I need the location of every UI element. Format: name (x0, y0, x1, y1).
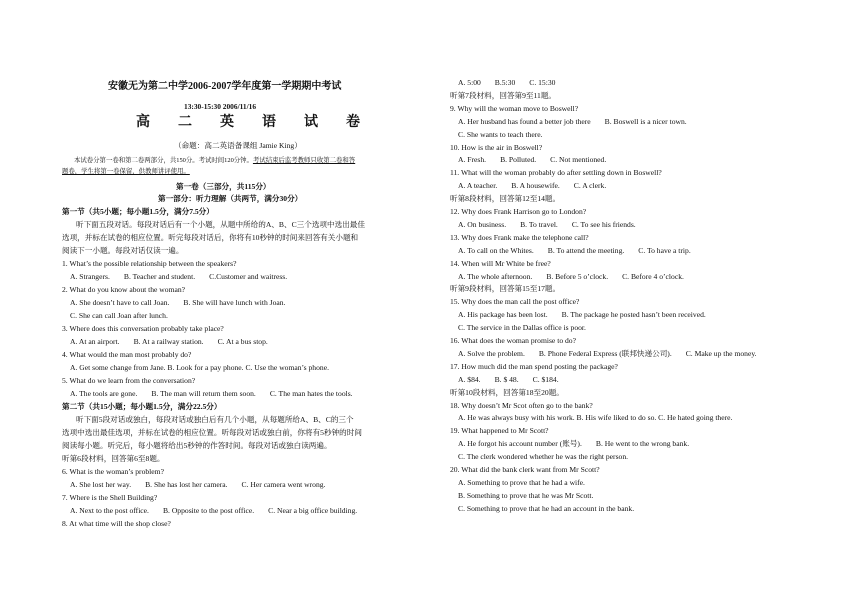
answer-option: B. She has lost her camera. (145, 480, 228, 489)
answer-option: B. Opposite to the post office. (162, 506, 255, 515)
answer-option: B. Before 5 o’clock. (546, 271, 609, 281)
answer-option: C. To have a trip. (638, 245, 691, 255)
question-text: 16. What does the woman promise to do? (450, 336, 576, 345)
answer-option: C. She can call Joan after lunch. (70, 311, 168, 320)
answer-options (450, 349, 771, 359)
answer-option: B. Boswell is a nicer town. (604, 116, 687, 126)
question-text: 8. At what time will the shop close? (62, 519, 171, 528)
question-text: 2. What do you know about the woman? (62, 285, 186, 294)
answer-option: A. A teacher. (458, 181, 498, 191)
answer-option: A. Solve the problem. (458, 348, 525, 358)
question-text: 4. What would the man most probably do? (62, 350, 192, 359)
answer-options (450, 491, 607, 501)
answer-option: A. Fresh. (458, 155, 487, 165)
answer-options (62, 363, 343, 373)
question-text: 11. What will the woman probably do after settling down in Boswell? (450, 168, 662, 178)
answer-options (450, 181, 620, 191)
answer-options (450, 220, 650, 230)
answer-option: A. He was always busy with his work. B. His wife liked to do so. C. He hated going there. (458, 413, 733, 423)
answer-option: A. Her husband has found a better job there (458, 116, 591, 126)
answer-options (450, 78, 569, 88)
question-text: 13. Why does Frank make the telephone call? (450, 232, 589, 242)
answer-options (450, 504, 648, 514)
answer-options (450, 130, 557, 140)
answer-options (62, 506, 371, 516)
section1-instruction: 阅读下一小题。每段对话仅读一遍。 (62, 246, 184, 255)
answer-option: C. Make up the money. (685, 348, 757, 358)
answer-option: B. $ 48. (494, 374, 519, 384)
question-text: 17. How much did the man spend posting the package? (450, 361, 618, 371)
question-text: 14. When will Mr White be free? (450, 258, 551, 268)
answer-option: B. Something to prove that he was Mr Scott. (458, 490, 594, 500)
answer-option: C. At a bus stop. (217, 337, 268, 346)
answer-option: A. On business. (458, 219, 507, 229)
question-text: 18. Why doesn’t Mr Scot often go to the bank? (450, 400, 593, 410)
answer-option: B. At a railway station. (133, 337, 204, 346)
answer-option: C. A clerk. (573, 181, 607, 191)
subject-title: 高二英语试卷 (136, 115, 388, 130)
answer-options (450, 117, 701, 127)
answer-option: C. Her camera went wrong. (241, 480, 326, 489)
part-title: 第一部分：听力理解（共两节，满分30分） (158, 194, 303, 203)
material-label: 听第6段材料，回答第6至8题。 (62, 454, 165, 463)
question-text: 12. Why does Frank Harrison go to London? (450, 207, 587, 216)
answer-option: A. Strangers. (70, 272, 110, 281)
section1-instruction: 选项，并标在试卷的相应位置。听完每段对话后，你将有10秒钟的时间来回答有关小题和 (62, 233, 359, 242)
exam-note-line2: 题卷，学生将第一卷保留，供教师讲评使用。 (62, 168, 190, 175)
answer-option: A. $84. (458, 374, 481, 384)
answer-option: A. At an airport. (70, 337, 120, 346)
answer-option: C.Customer and waitress. (209, 272, 288, 281)
answer-option: C. The clerk wondered whether he was the right person. (458, 452, 629, 462)
question-text: 听第9段材料，回答第15至17题。 (450, 284, 561, 294)
answer-options (62, 298, 300, 308)
answer-option: C. $184. (532, 374, 559, 384)
answer-option: C. Before 4 o’clock. (622, 271, 684, 281)
answer-option: A. To call on the Whites. (458, 245, 534, 255)
answer-option: A. She doesn’t have to call Joan. (70, 298, 170, 307)
answer-option: B. The package he posted hasn’t been received. (561, 310, 706, 320)
question-text: 听第7段材料，回答第9至11题。 (450, 90, 557, 100)
answer-options (450, 155, 620, 165)
question-text: 听第10段材料，回答第18至20题。 (450, 387, 564, 397)
section2-instruction: 选项中选出最佳选项，并标在试卷的相应位置。听每段对话或独白前，你将有5秒钟的时间 (62, 428, 362, 437)
answer-option: B. Phone Federal Express (联邦快递公司). (538, 348, 672, 358)
answer-option: A. Next to the post office. (70, 506, 149, 515)
answer-option: C. To see his friends. (571, 219, 636, 229)
answer-options (450, 478, 599, 488)
section2-instruction: 阅读每小题。听完后，每小题将给出5秒钟的作答时间。每段对话或独白读两遍。 (62, 441, 332, 450)
answer-options (450, 413, 746, 423)
answer-option: A. The whole afternoon. (458, 271, 533, 281)
author-line: （命题：高二英语备课组 Jamie King） (174, 141, 302, 150)
section2-title: 第二节（共15小题；每小题1.5分，满分22.5分） (62, 402, 222, 411)
answer-option: A. 5:00 (458, 78, 481, 87)
answer-options (62, 480, 339, 490)
answer-option: B. The man will return them soon. (151, 389, 256, 398)
question-text: 1. What’s the possible relationship between the speakers? (62, 259, 237, 268)
answer-options (450, 375, 573, 385)
answer-option: B. To travel. (520, 219, 558, 229)
question-text: 3. Where does this conversation probably take place? (62, 324, 224, 333)
answer-options (62, 311, 182, 321)
answer-option: C. The service in the Dallas office is poor. (458, 323, 586, 333)
answer-option: B.5:30 (494, 78, 516, 87)
answer-option: C. Near a big office building. (268, 506, 358, 515)
answer-option: A. He forgot his account number (账号). (458, 439, 582, 449)
answer-options (450, 246, 705, 256)
answer-option: B. A housewife. (511, 181, 560, 191)
answer-option: B. She will have lunch with Joan. (183, 298, 286, 307)
answer-options (450, 272, 698, 282)
school-title: 安徽无为第二中学2006-2007学年度第一学期期中考试 (108, 81, 342, 92)
question-text: 15. Why does the man call the post office? (450, 297, 580, 307)
answer-option: C. The man hates the tools. (269, 389, 353, 398)
question-text: 5. What do we learn from the conversation? (62, 376, 196, 385)
answer-option: C. She wants to teach there. (458, 129, 543, 139)
answer-options (450, 439, 703, 449)
question-text: 听第8段材料，回答第12至14题。 (450, 194, 561, 204)
answer-option: C. Something to prove that he had an account in the bank. (458, 503, 635, 513)
answer-options (450, 452, 642, 462)
exam-note-line1 (74, 156, 355, 166)
section1-instruction: 听下面五段对话。每段对话后有一个小题，从题中所给的A、B、C三个选项中选出最佳 (76, 220, 365, 229)
exam-note-underlined: 考试结束后监考教师只收第二卷和答 (252, 157, 356, 164)
answer-option: B. To attend the meeting. (547, 245, 625, 255)
answer-options (62, 389, 367, 399)
question-text: 20. What did the bank clerk want from Mr Scott? (450, 465, 600, 474)
question-text: 9. Why will the woman move to Boswell? (450, 103, 579, 113)
answer-option: B. He went to the wrong bank. (595, 439, 690, 449)
answer-option: C. Not mentioned. (550, 155, 607, 165)
question-text: 10. How is the air in Boswell? (450, 142, 543, 152)
answer-options (62, 337, 282, 347)
exam-time: 13:30-15:30 2006/11/16 (184, 102, 257, 111)
question-text: 6. What is the woman’s problem? (62, 467, 164, 476)
answer-options (62, 272, 301, 282)
answer-option: A. His package has been lost. (458, 310, 548, 320)
answer-option: C. 15:30 (529, 78, 556, 87)
answer-option: B. Polluted. (500, 155, 537, 165)
answer-option: A. The tools are gone. (70, 389, 138, 398)
question-text: 19. What happened to Mr Scott? (450, 426, 549, 436)
answer-option: A. She lost her way. (70, 480, 132, 489)
volume-title: 第一卷（三部分，共115分） (176, 182, 271, 191)
answer-options (450, 310, 720, 320)
exam-note-text: 本试卷分第一卷和第二卷两部分，共150分。考试时间120分钟。 (74, 157, 253, 164)
question-text: 7. Where is the Shell Building? (62, 493, 158, 502)
answer-option: A. Something to prove that he had a wife. (458, 477, 585, 487)
answer-options (450, 323, 600, 333)
answer-option: B. Teacher and student. (123, 272, 196, 281)
answer-option: A. Get some change from Jane. B. Look for a pay phone. C. Use the woman’s phone. (70, 363, 329, 372)
section1-title: 第一节（共5小题；每小题1.5分，满分7.5分） (62, 207, 214, 216)
section2-instruction: 听下面5段对话或独白，每段对话或独白后有几个小题，从每题所给A、B、C的三个 (76, 415, 354, 424)
